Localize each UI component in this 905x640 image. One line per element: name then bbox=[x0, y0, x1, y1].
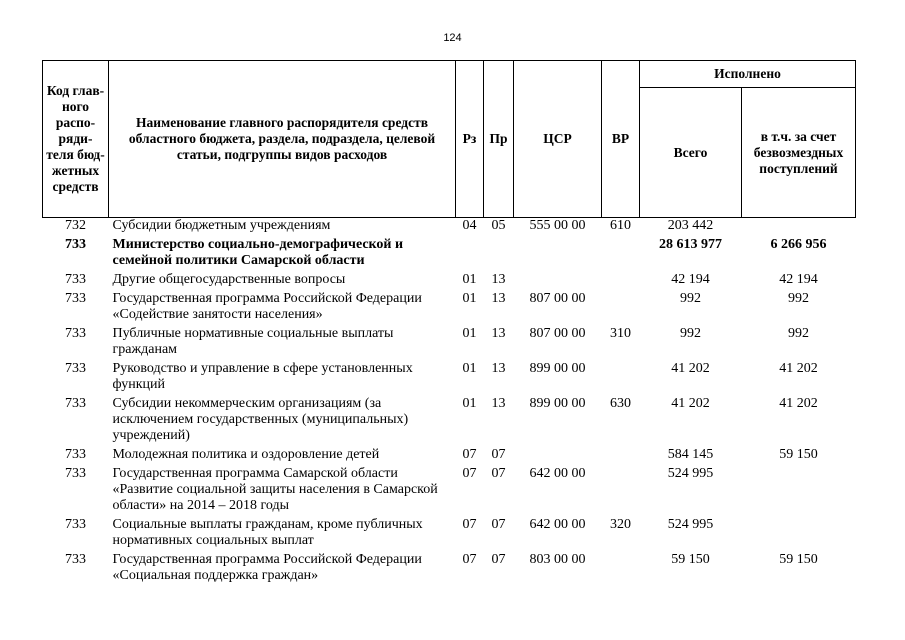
header-total: Всего bbox=[640, 88, 742, 218]
cell-code: 733 bbox=[65, 396, 86, 411]
cell-name: Публичные нормативные социальные выплаты гражданам bbox=[112, 326, 394, 357]
cell-code: 732 bbox=[65, 218, 86, 233]
cell-total: 524 995 bbox=[667, 517, 714, 532]
cell-vr: 610 bbox=[610, 218, 631, 233]
cell-gratuitous: 42 194 bbox=[779, 272, 818, 287]
cell-rz: 01 bbox=[462, 396, 477, 411]
cell-gratuitous: 41 202 bbox=[779, 396, 818, 411]
cell-name: Государственная программа Российской Федерации «Содействие занятости населения» bbox=[112, 291, 422, 322]
page-number: 124 bbox=[443, 32, 462, 44]
table-row bbox=[43, 552, 856, 587]
cell-total: 584 145 bbox=[667, 447, 714, 462]
cell-gratuitous bbox=[742, 218, 856, 238]
cell-csr: 642 00 00 bbox=[529, 466, 586, 481]
cell-pr bbox=[484, 237, 514, 272]
cell-name: Молодежная политика и оздоровление детей bbox=[112, 447, 380, 462]
cell-csr: 555 00 00 bbox=[529, 218, 586, 233]
table-row bbox=[43, 466, 856, 517]
cell-vr bbox=[602, 291, 640, 326]
table-row bbox=[43, 237, 856, 272]
cell-pr: 05 bbox=[491, 218, 506, 233]
header-code: Код глав-ного распо-ряди-теля бюд-жетных средств bbox=[43, 61, 109, 218]
cell-vr bbox=[602, 466, 640, 517]
cell-code: 733 bbox=[65, 237, 86, 252]
header-csr: ЦСР bbox=[514, 61, 602, 218]
cell-vr bbox=[602, 552, 640, 587]
header-name: Наименование главного распорядителя средств областного бюджета, раздела, подраздела, целевой статьи, подгруппы видов расходов bbox=[109, 61, 456, 218]
cell-total: 992 bbox=[680, 326, 701, 341]
cell-name: Субсидии бюджетным учреждениям bbox=[112, 218, 331, 233]
cell-gratuitous: 59 150 bbox=[779, 552, 818, 567]
table-row bbox=[43, 517, 856, 552]
cell-rz: 01 bbox=[462, 272, 477, 287]
cell-pr: 07 bbox=[491, 517, 506, 532]
cell-csr: 807 00 00 bbox=[529, 326, 586, 341]
cell-total: 203 442 bbox=[667, 218, 714, 233]
cell-name: Руководство и управление в сфере установленных функций bbox=[112, 361, 413, 392]
cell-rz: 07 bbox=[462, 466, 477, 481]
cell-pr: 07 bbox=[491, 552, 506, 567]
cell-csr bbox=[514, 272, 602, 291]
cell-code: 733 bbox=[65, 361, 86, 376]
table-body bbox=[43, 218, 856, 588]
cell-rz: 04 bbox=[462, 218, 477, 233]
cell-csr bbox=[514, 447, 602, 466]
cell-pr: 07 bbox=[491, 466, 506, 481]
cell-name: Другие общегосударственные вопросы bbox=[112, 272, 346, 287]
table-row bbox=[43, 272, 856, 291]
cell-gratuitous: 992 bbox=[788, 291, 809, 306]
cell-csr bbox=[514, 237, 602, 272]
cell-code: 733 bbox=[65, 272, 86, 287]
table-row bbox=[43, 326, 856, 361]
cell-gratuitous: 41 202 bbox=[779, 361, 818, 376]
cell-code: 733 bbox=[65, 552, 86, 567]
cell-csr: 899 00 00 bbox=[529, 396, 586, 411]
cell-rz: 01 bbox=[462, 326, 477, 341]
table-row bbox=[43, 361, 856, 396]
cell-vr bbox=[602, 361, 640, 396]
cell-pr: 13 bbox=[491, 272, 506, 287]
cell-total: 524 995 bbox=[667, 466, 714, 481]
cell-total: 41 202 bbox=[671, 396, 710, 411]
cell-csr: 803 00 00 bbox=[529, 552, 586, 567]
budget-table bbox=[42, 60, 856, 587]
cell-rz: 07 bbox=[462, 517, 477, 532]
cell-total: 41 202 bbox=[671, 361, 710, 376]
cell-vr bbox=[602, 272, 640, 291]
cell-code: 733 bbox=[65, 326, 86, 341]
cell-total: 28 613 977 bbox=[659, 237, 722, 252]
table-row bbox=[43, 447, 856, 466]
header-gratuitous: в т.ч. за счет безвозмездных поступлений bbox=[742, 88, 856, 218]
cell-pr: 07 bbox=[491, 447, 506, 462]
cell-vr bbox=[602, 237, 640, 272]
cell-name: Государственная программа Самарской области «Развитие социальной защиты населения в Самарской области» на 2014 – 2018 годы bbox=[112, 466, 438, 513]
cell-pr: 13 bbox=[491, 291, 506, 306]
cell-total: 59 150 bbox=[671, 552, 710, 567]
cell-csr: 807 00 00 bbox=[529, 291, 586, 306]
cell-code: 733 bbox=[65, 447, 86, 462]
header-pr: Пр bbox=[484, 61, 514, 218]
header-executed: Исполнено bbox=[640, 61, 856, 88]
cell-vr: 630 bbox=[610, 396, 631, 411]
cell-total: 42 194 bbox=[671, 272, 710, 287]
cell-pr: 13 bbox=[491, 396, 506, 411]
cell-name: Министерство социально-демографической и семейной политики Самарской области bbox=[112, 237, 404, 268]
cell-name: Государственная программа Российской Федерации «Социальная поддержка граждан» bbox=[112, 552, 422, 583]
cell-vr bbox=[602, 447, 640, 466]
cell-code: 733 bbox=[65, 466, 86, 481]
cell-name: Субсидии некоммерческим организациям (за исключением государственных (муниципальных) учреждений) bbox=[112, 396, 409, 443]
cell-rz: 07 bbox=[462, 447, 477, 462]
table-row bbox=[43, 218, 856, 238]
cell-rz: 07 bbox=[462, 552, 477, 567]
table-row bbox=[43, 291, 856, 326]
cell-rz bbox=[456, 237, 484, 272]
cell-pr: 13 bbox=[491, 326, 506, 341]
header-vr: ВР bbox=[602, 61, 640, 218]
cell-vr: 310 bbox=[610, 326, 631, 341]
cell-pr: 13 bbox=[491, 361, 506, 376]
cell-gratuitous: 6 266 956 bbox=[770, 237, 827, 252]
cell-gratuitous: 992 bbox=[788, 326, 809, 341]
cell-gratuitous bbox=[742, 517, 856, 552]
cell-gratuitous: 59 150 bbox=[779, 447, 818, 462]
cell-rz: 01 bbox=[462, 361, 477, 376]
table-row bbox=[43, 396, 856, 447]
cell-gratuitous bbox=[742, 466, 856, 517]
cell-csr: 642 00 00 bbox=[529, 517, 586, 532]
cell-vr: 320 bbox=[610, 517, 631, 532]
cell-total: 992 bbox=[680, 291, 701, 306]
cell-name: Социальные выплаты гражданам, кроме публичных нормативных социальных выплат bbox=[112, 517, 423, 548]
cell-csr: 899 00 00 bbox=[529, 361, 586, 376]
cell-rz: 01 bbox=[462, 291, 477, 306]
cell-code: 733 bbox=[65, 291, 86, 306]
header-rz: Рз bbox=[456, 61, 484, 218]
cell-code: 733 bbox=[65, 517, 86, 532]
